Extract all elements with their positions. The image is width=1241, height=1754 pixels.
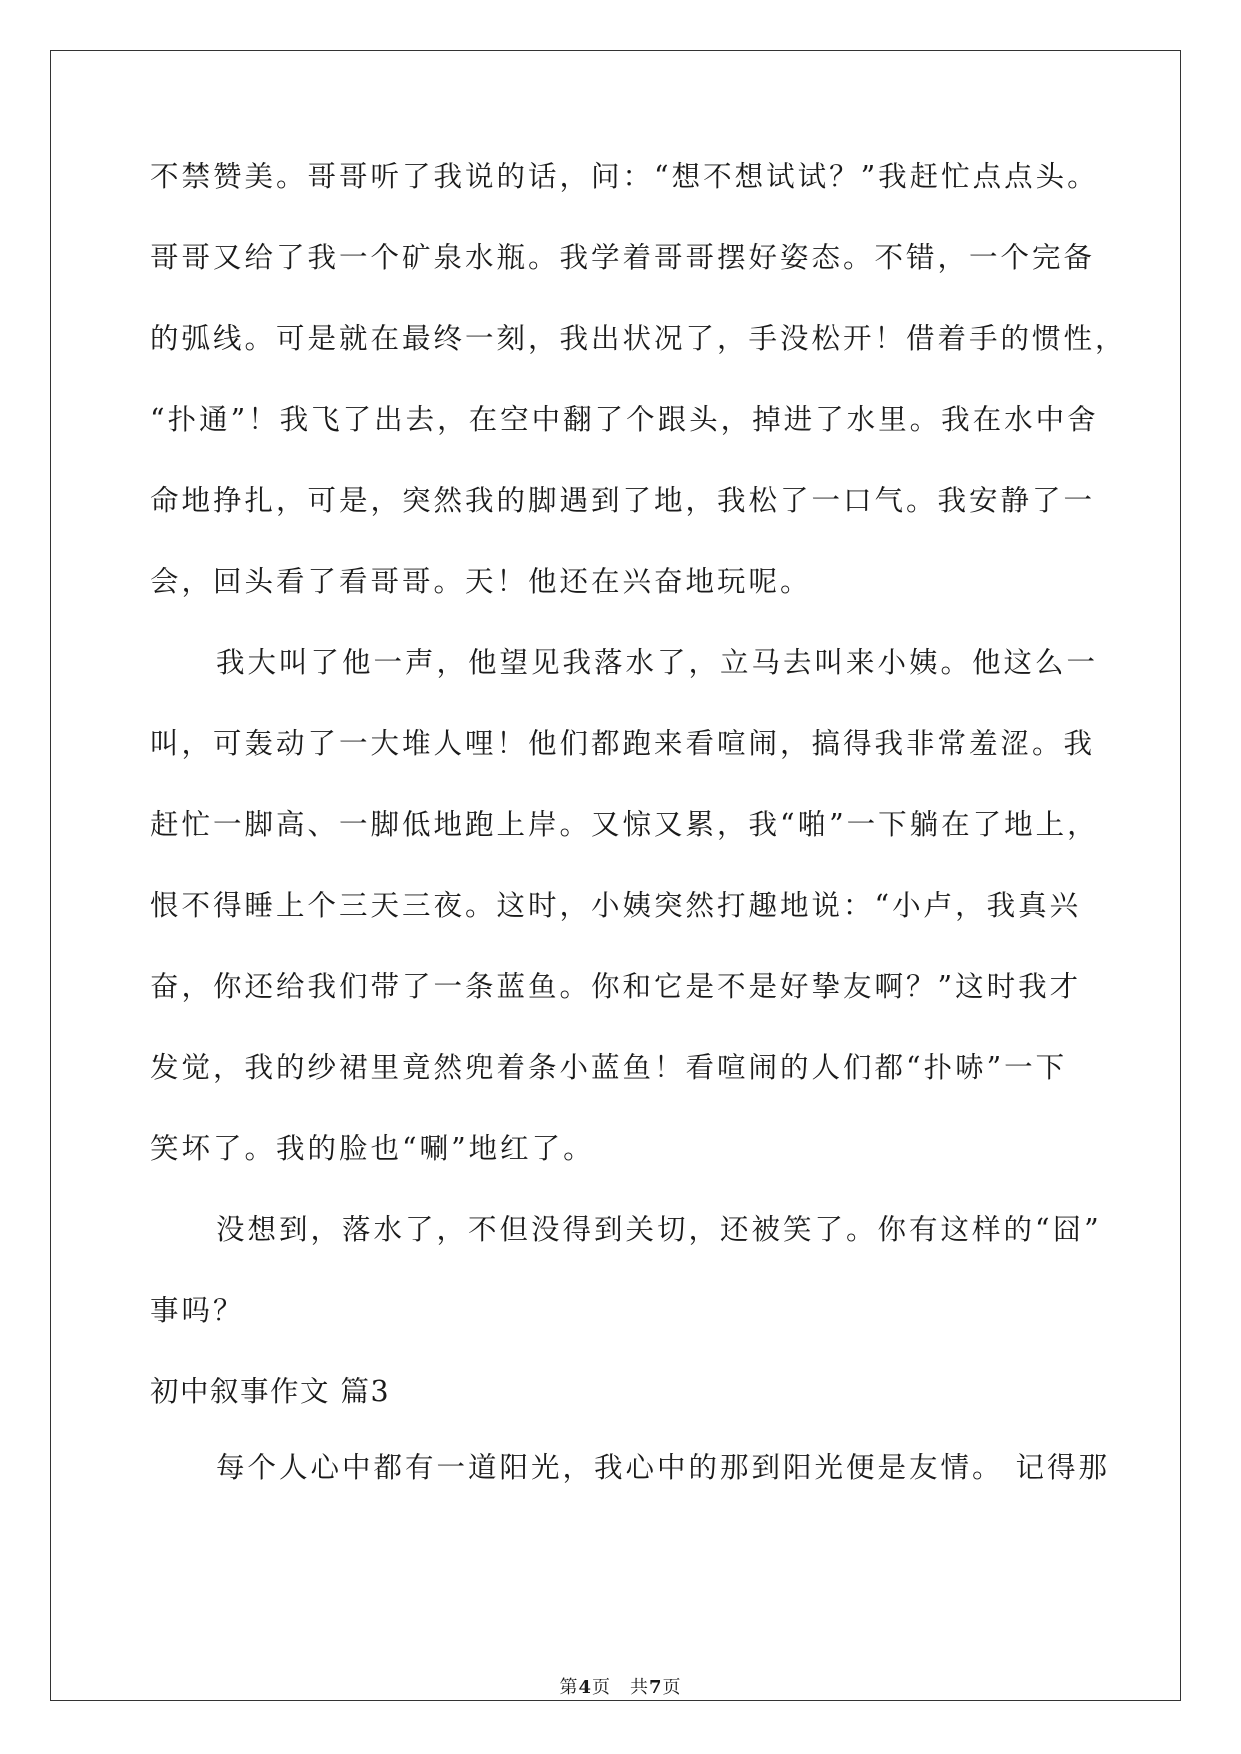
page-footer [0, 1673, 1241, 1699]
text-line: “扑通”！我飞了出去，在空中翻了个跟头，掉进了水里。我在水中舍 [150, 403, 1099, 436]
current-page-number: 4 [578, 1677, 592, 1698]
text-line: 事吗？ [150, 1294, 245, 1327]
text-line: 奋，你还给我们带了一条蓝鱼。你和它是不是好挚友啊？”这时我才 [150, 970, 1082, 1003]
footer-middle: 页 共 [592, 1677, 649, 1698]
text-line: 会，回头看了看哥哥。天！他还在兴奋地玩呢。 [150, 565, 812, 598]
text-line: 不禁赞美。哥哥听了我说的话，问：“想不想试试？”我赶忙点点头。 [150, 160, 1099, 193]
paragraph-start-line: 每个人心中都有一道阳光，我心中的那到阳光便是友情。 记得那 [216, 1451, 1111, 1484]
text-line: 命地挣扎，可是，突然我的脚遇到了地，我松了一口气。我安静了一 [150, 484, 1096, 517]
document-body [150, 160, 1127, 1532]
paragraph-start-line: 我大叫了他一声，他望见我落水了，立马去叫来小姨。他这么一 [216, 646, 1099, 679]
text-line: 的弧线。可是就在最终一刻，我出状况了，手没松开！借着手的惯性， [150, 322, 1127, 355]
footer-prefix: 第 [559, 1677, 579, 1698]
text-line: 哥哥又给了我一个矿泉水瓶。我学着哥哥摆好姿态。不错，一个完备 [150, 241, 1096, 274]
total-pages-number: 7 [649, 1677, 663, 1698]
section-heading: 初中叙事作文 篇3 [150, 1375, 391, 1408]
text-line: 赶忙一脚高、一脚低地跑上岸。又惊又累，我“啪”一下躺在了地上， [150, 808, 1099, 841]
text-line: 恨不得睡上个三天三夜。这时，小姨突然打趣地说：“小卢，我真兴 [150, 889, 1082, 922]
text-line: 笑坏了。我的脸也“唰”地红了。 [150, 1132, 595, 1165]
paragraph-start-line: 没想到，落水了，不但没得到关切，还被笑了。你有这样的“囧” [216, 1213, 1102, 1246]
text-line: 发觉，我的纱裙里竟然兜着条小蓝鱼！看喧闹的人们都“扑哧”一下 [150, 1051, 1068, 1084]
footer-suffix: 页 [662, 1677, 682, 1698]
text-line: 叫，可轰动了一大堆人哩！他们都跑来看喧闹，搞得我非常羞涩。我 [150, 727, 1096, 760]
